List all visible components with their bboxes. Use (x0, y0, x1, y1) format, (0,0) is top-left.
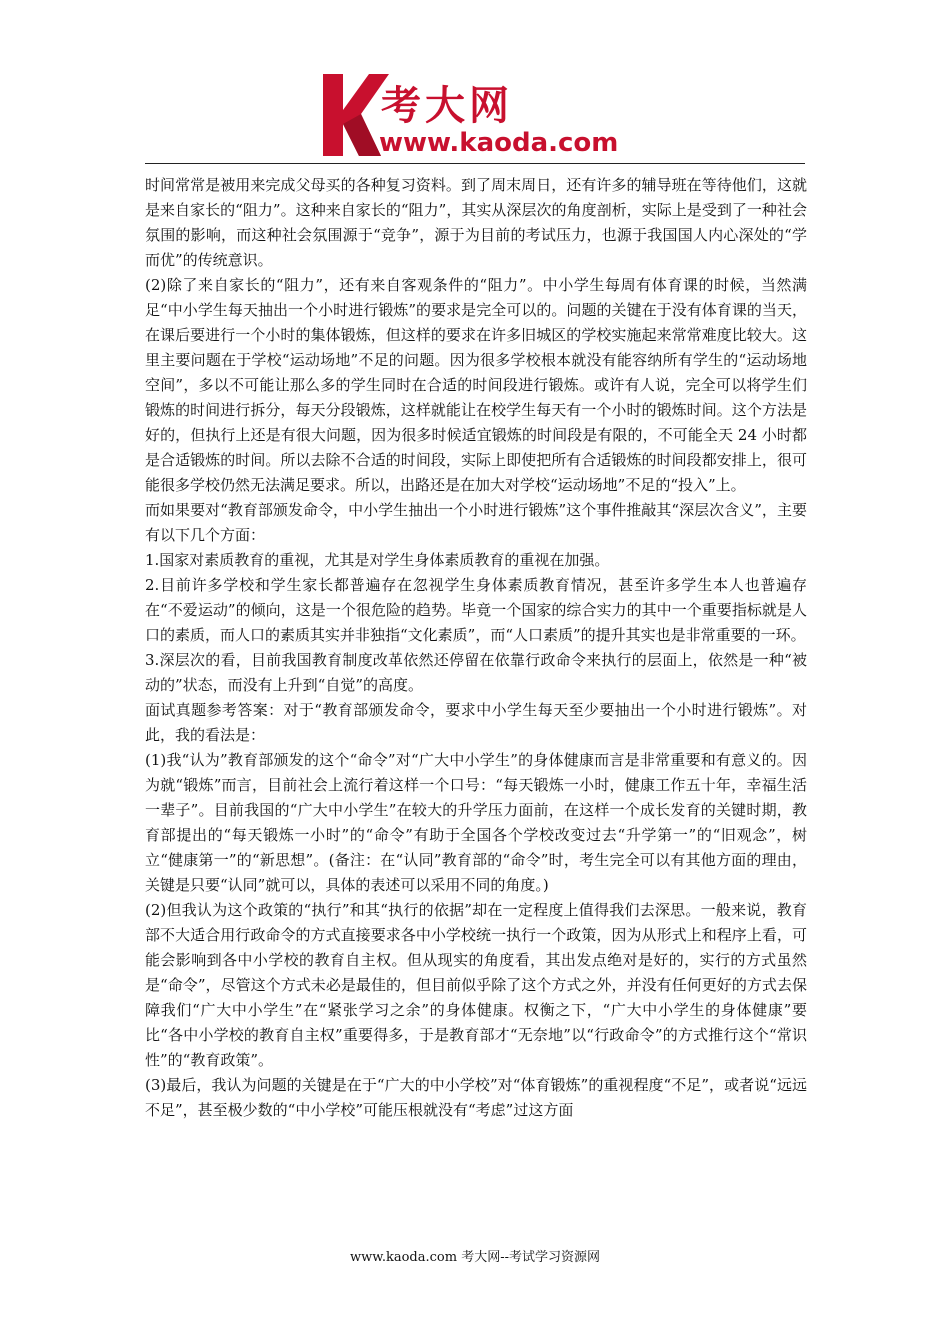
document-body (145, 173, 807, 1123)
paragraph: 3.深层次的看，目前我国教育制度改革依然还停留在依靠行政命令来执行的层面上，依然是一种“被动的”状态，而没有上升到“自觉”的高度。 (145, 651, 807, 694)
logo-text: 考大网 (381, 83, 513, 129)
header-divider (145, 163, 805, 164)
paragraph: (3)最后，我认为问题的关键是在于“广大的中小学校”对“体育锻炼”的重视程度“不足”，或者说“远远不足”，甚至极少数的“中小学校”可能压根就没有“考虑”过这方面 (145, 1076, 807, 1119)
page-footer: www.kaoda.com 考大网--考试学习资源网 (350, 1250, 600, 1265)
paragraph: 面试真题参考答案：对于“教育部颁发命令，要求中小学生每天至少要抽出一个小时进行锻炼”。对此，我的看法是： (145, 701, 807, 744)
paragraph: 而如果要对“教育部颁发命令，中小学生抽出一个小时进行锻炼”这个事件推敲其“深层次含义”，主要有以下几个方面： (145, 501, 807, 544)
paragraph: (2)但我认为这个政策的“执行”和其“执行的依据”却在一定程度上值得我们去深思。一般来说，教育部不大适合用行政命令的方式直接要求各中小学校统一执行一个政策，因为从形式上和程序上看，可能会影响到各中小学校的教育自主权。但从现实的角度看，其出发点绝对是好的，实行的方式虽然是“命令”，尽管这个方式未必是最佳的，但目前似乎除了这个方式之外，并没有任何更好的方式去保障我们“广大中小学生”在“紧张学习之余”的身体健康。权衡之下，“广大中小学生的身体健康”要比“各中小学校的教育自主权”重要得多，于是教育部才“无奈地”以“行政命令”的方式推行这个“常识性”的“教育政策”。 (145, 901, 807, 1069)
paragraph: (2)除了来自家长的“阻力”，还有来自客观条件的“阻力”。中小学生每周有体育课的时候，当然满足“中小学生每天抽出一个小时进行锻炼”的要求是完全可以的。问题的关键在于没有体育课的当天，在课后要进行一个小时的集体锻炼，但这样的要求在许多旧城区的学校实施起来常常难度比较大。这里主要问题在于学校“运动场地”不足的问题。因为很多学校根本就没有能容纳所有学生的“运动场地空间”，多以不可能让那么多的学生同时在合适的时间段进行锻炼。或许有人说，完全可以将学生们锻炼的时间进行拆分，每天分段锻炼，这样就能让在校学生每天有一个小时的锻炼时间。这个方法是好的，但执行上还是有很大问题，因为很多时候适宜锻炼的时间段是有限的，不可能全天 24 小时都是合适锻炼的时间。所以去除不合适的时间段，实际上即使把所有合适锻炼的时间段都安排上，很可能很多学校仍然无法满足要求。所以，出路还是在加大对学校“运动场地”不足的“投入”上。 (145, 276, 807, 494)
paragraph: 2.目前许多学校和学生家长都普遍存在忽视学生身体素质教育情况，甚至许多学生本人也普遍存在“不爱运动”的倾向，这是一个很危险的趋势。毕竟一个国家的综合实力的其中一个重要指标就是人口的素质，而人口的素质其实并非独指“文化素质”，而“人口素质”的提升其实也是非常重要的一环。 (145, 576, 807, 644)
paragraph: 1.国家对素质教育的重视，尤其是对学生身体素质教育的重视在加强。 (145, 551, 610, 569)
logo-url[interactable]: www.kaoda.com (379, 128, 619, 158)
page-header (145, 70, 805, 160)
paragraph: (1)我“认为”教育部颁发的这个“命令”对“广大中小学生”的身体健康而言是非常重要和有意义的。因为就“锻炼”而言，目前社会上流行着这样一个口号：“每天锻炼一小时，健康工作五十年，幸福生活一辈子”。目前我国的“广大中小学生”在较大的升学压力面前，在这样一个成长发育的关键时期，教育部提出的“每天锻炼一小时”的“命令”有助于全国各个学校改变过去“升学第一”的“旧观念”，树立“健康第一”的“新思想”。(备注：在“认同”教育部的“命令”时，考生完全可以有其他方面的理由，关键是只要“认同”就可以，具体的表述可以采用不同的角度。) (145, 751, 807, 894)
paragraph: 时间常常是被用来完成父母买的各种复习资料。到了周末周日，还有许多的辅导班在等待他们，这就是来自家长的“阻力”。这种来自家长的“阻力”，其实从深层次的角度剖析，实际上是受到了一种社会氛围的影响，而这种社会氛围源于“竞争”，源于为目前的考试压力，也源于我国国人内心深处的“学而优”的传统意识。 (145, 176, 807, 269)
